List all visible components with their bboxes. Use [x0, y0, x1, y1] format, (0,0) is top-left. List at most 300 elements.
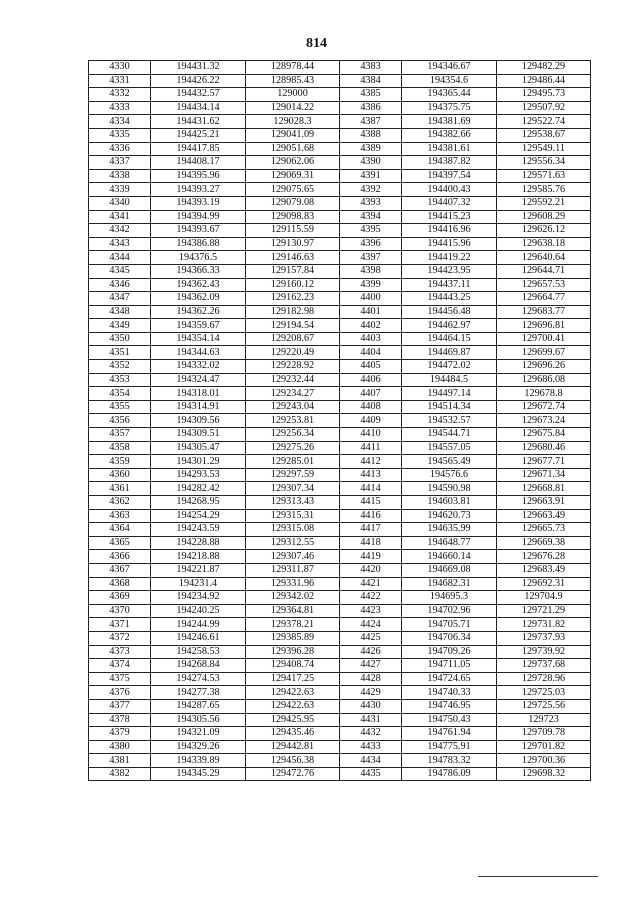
y-coord-right-cell: 129683.49: [497, 563, 591, 577]
x-coord-left-cell: 194244.99: [151, 618, 246, 632]
table-row: [89, 319, 591, 333]
y-coord-right-cell: 129739.92: [497, 645, 591, 659]
x-coord-right-cell: 194603.81: [402, 496, 497, 510]
table-row: [89, 482, 591, 496]
y-coord-right-cell: 129663.91: [497, 496, 591, 510]
table-row: [89, 278, 591, 292]
y-coord-left-cell: 129253.81: [246, 414, 340, 428]
y-coord-left-cell: 129422.63: [246, 686, 340, 700]
point-id-left-cell: 4363: [89, 509, 151, 523]
point-id-right-cell: 4425: [340, 631, 402, 645]
point-id-left-cell: 4378: [89, 713, 151, 727]
y-coord-left-cell: 129162.23: [246, 292, 340, 306]
table-row: [89, 455, 591, 469]
y-coord-right-cell: 129677.71: [497, 455, 591, 469]
x-coord-left-cell: 194329.26: [151, 740, 246, 754]
point-id-right-cell: 4420: [340, 563, 402, 577]
y-coord-left-cell: 129385.89: [246, 631, 340, 645]
y-coord-left-cell: 129307.34: [246, 482, 340, 496]
x-coord-right-cell: 194497.14: [402, 387, 497, 401]
x-coord-right-cell: 194514.34: [402, 400, 497, 414]
table-row: [89, 645, 591, 659]
point-id-left-cell: 4342: [89, 224, 151, 238]
x-coord-left-cell: 194408.17: [151, 156, 246, 170]
y-coord-left-cell: 129157.84: [246, 264, 340, 278]
table-row: [89, 509, 591, 523]
point-id-right-cell: 4430: [340, 699, 402, 713]
x-coord-right-cell: 194456.48: [402, 305, 497, 319]
table-row: [89, 224, 591, 238]
y-coord-right-cell: 129592.21: [497, 196, 591, 210]
x-coord-left-cell: 194362.43: [151, 278, 246, 292]
point-id-left-cell: 4351: [89, 346, 151, 360]
y-coord-left-cell: 129220.49: [246, 346, 340, 360]
x-coord-right-cell: 194397.54: [402, 169, 497, 183]
x-coord-right-cell: 194557.05: [402, 441, 497, 455]
y-coord-left-cell: 129243.04: [246, 400, 340, 414]
point-id-right-cell: 4429: [340, 686, 402, 700]
y-coord-left-cell: 129364.81: [246, 604, 340, 618]
point-id-right-cell: 4404: [340, 346, 402, 360]
point-id-right-cell: 4403: [340, 332, 402, 346]
y-coord-right-cell: 129671.34: [497, 468, 591, 482]
point-id-left-cell: 4365: [89, 536, 151, 550]
table-row: [89, 373, 591, 387]
point-id-right-cell: 4405: [340, 360, 402, 374]
y-coord-left-cell: 129378.21: [246, 618, 340, 632]
point-id-right-cell: 4410: [340, 428, 402, 442]
point-id-left-cell: 4355: [89, 400, 151, 414]
y-coord-right-cell: 129700.36: [497, 754, 591, 768]
table-row: [89, 618, 591, 632]
x-coord-right-cell: 194484.5: [402, 373, 497, 387]
y-coord-right-cell: 129728.96: [497, 672, 591, 686]
x-coord-left-cell: 194332.02: [151, 360, 246, 374]
x-coord-left-cell: 194218.88: [151, 550, 246, 564]
point-id-right-cell: 4416: [340, 509, 402, 523]
table-row: [89, 169, 591, 183]
point-id-left-cell: 4354: [89, 387, 151, 401]
point-id-right-cell: 4428: [340, 672, 402, 686]
y-coord-left-cell: 129000: [246, 88, 340, 102]
table-row: [89, 577, 591, 591]
table-row: [89, 237, 591, 251]
x-coord-right-cell: 194544.71: [402, 428, 497, 442]
y-coord-right-cell: 129657.53: [497, 278, 591, 292]
x-coord-right-cell: 194682.31: [402, 577, 497, 591]
point-id-left-cell: 4376: [89, 686, 151, 700]
table-row: [89, 264, 591, 278]
point-id-right-cell: 4417: [340, 523, 402, 537]
point-id-right-cell: 4435: [340, 767, 402, 781]
x-coord-right-cell: 194415.96: [402, 237, 497, 251]
table-row: [89, 360, 591, 374]
y-coord-right-cell: 129640.64: [497, 251, 591, 265]
x-coord-left-cell: 194366.33: [151, 264, 246, 278]
y-coord-left-cell: 129331.96: [246, 577, 340, 591]
table-row: [89, 61, 591, 75]
x-coord-left-cell: 194321.09: [151, 727, 246, 741]
page-number: 814: [306, 36, 327, 51]
x-coord-right-cell: 194775.91: [402, 740, 497, 754]
point-id-right-cell: 4433: [340, 740, 402, 754]
point-id-left-cell: 4338: [89, 169, 151, 183]
y-coord-right-cell: 129698.32: [497, 767, 591, 781]
table-row: [89, 754, 591, 768]
point-id-right-cell: 4409: [340, 414, 402, 428]
point-id-left-cell: 4373: [89, 645, 151, 659]
y-coord-right-cell: 129664.77: [497, 292, 591, 306]
y-coord-left-cell: 129311.87: [246, 563, 340, 577]
point-id-right-cell: 4394: [340, 210, 402, 224]
x-coord-left-cell: 194394.99: [151, 210, 246, 224]
footer-rule: [478, 876, 598, 877]
y-coord-left-cell: 129234.27: [246, 387, 340, 401]
y-coord-right-cell: 129709.78: [497, 727, 591, 741]
table-row: [89, 523, 591, 537]
y-coord-right-cell: 129663.49: [497, 509, 591, 523]
x-coord-right-cell: 194346.67: [402, 61, 497, 75]
x-coord-right-cell: 194464.15: [402, 332, 497, 346]
table-row: [89, 101, 591, 115]
table-row: [89, 292, 591, 306]
point-id-left-cell: 4332: [89, 88, 151, 102]
table-row: [89, 142, 591, 156]
y-coord-right-cell: 129683.77: [497, 305, 591, 319]
x-coord-right-cell: 194761.94: [402, 727, 497, 741]
y-coord-left-cell: 129396.28: [246, 645, 340, 659]
point-id-right-cell: 4421: [340, 577, 402, 591]
y-coord-left-cell: 129275.26: [246, 441, 340, 455]
table-row: [89, 183, 591, 197]
x-coord-right-cell: 194365.44: [402, 88, 497, 102]
table-row: [89, 387, 591, 401]
table-row: [89, 305, 591, 319]
x-coord-right-cell: 194660.14: [402, 550, 497, 564]
x-coord-left-cell: 194228.88: [151, 536, 246, 550]
point-id-right-cell: 4419: [340, 550, 402, 564]
y-coord-left-cell: 129297.59: [246, 468, 340, 482]
x-coord-left-cell: 194301.29: [151, 455, 246, 469]
y-coord-right-cell: 129668.81: [497, 482, 591, 496]
x-coord-right-cell: 194387.82: [402, 156, 497, 170]
point-id-left-cell: 4330: [89, 61, 151, 75]
table-row: [89, 332, 591, 346]
point-id-left-cell: 4370: [89, 604, 151, 618]
table-row: [89, 441, 591, 455]
y-coord-left-cell: 129228.92: [246, 360, 340, 374]
x-coord-right-cell: 194706.34: [402, 631, 497, 645]
x-coord-left-cell: 194234.92: [151, 591, 246, 605]
table-row: [89, 196, 591, 210]
point-id-right-cell: 4427: [340, 659, 402, 673]
point-id-left-cell: 4356: [89, 414, 151, 428]
x-coord-left-cell: 194282.42: [151, 482, 246, 496]
table-row: [89, 659, 591, 673]
point-id-left-cell: 4358: [89, 441, 151, 455]
point-id-right-cell: 4408: [340, 400, 402, 414]
y-coord-left-cell: 129435.46: [246, 727, 340, 741]
table-row: [89, 699, 591, 713]
x-coord-right-cell: 194354.6: [402, 74, 497, 88]
point-id-left-cell: 4336: [89, 142, 151, 156]
x-coord-left-cell: 194287.65: [151, 699, 246, 713]
y-coord-right-cell: 129678.8: [497, 387, 591, 401]
x-coord-right-cell: 194472.02: [402, 360, 497, 374]
table-row: [89, 727, 591, 741]
y-coord-left-cell: 129014.22: [246, 101, 340, 115]
x-coord-right-cell: 194702.96: [402, 604, 497, 618]
point-id-left-cell: 4335: [89, 128, 151, 142]
x-coord-left-cell: 194376.5: [151, 251, 246, 265]
y-coord-left-cell: 129115.59: [246, 224, 340, 238]
table-row: [89, 428, 591, 442]
point-id-right-cell: 4385: [340, 88, 402, 102]
x-coord-left-cell: 194354.14: [151, 332, 246, 346]
y-coord-left-cell: 129041.09: [246, 128, 340, 142]
x-coord-right-cell: 194437.11: [402, 278, 497, 292]
y-coord-right-cell: 129638.18: [497, 237, 591, 251]
x-coord-left-cell: 194344.63: [151, 346, 246, 360]
y-coord-right-cell: 129737.68: [497, 659, 591, 673]
y-coord-right-cell: 129486.44: [497, 74, 591, 88]
x-coord-right-cell: 194419.22: [402, 251, 497, 265]
x-coord-right-cell: 194695.3: [402, 591, 497, 605]
y-coord-right-cell: 129721.29: [497, 604, 591, 618]
x-coord-left-cell: 194221.87: [151, 563, 246, 577]
x-coord-left-cell: 194318.01: [151, 387, 246, 401]
y-coord-right-cell: 129672.74: [497, 400, 591, 414]
point-id-right-cell: 4432: [340, 727, 402, 741]
point-id-left-cell: 4347: [89, 292, 151, 306]
point-id-left-cell: 4362: [89, 496, 151, 510]
x-coord-left-cell: 194309.51: [151, 428, 246, 442]
y-coord-right-cell: 129626.12: [497, 224, 591, 238]
point-id-left-cell: 4352: [89, 360, 151, 374]
y-coord-right-cell: 129585.76: [497, 183, 591, 197]
point-id-right-cell: 4395: [340, 224, 402, 238]
point-id-right-cell: 4406: [340, 373, 402, 387]
x-coord-right-cell: 194783.32: [402, 754, 497, 768]
y-coord-left-cell: 129342.02: [246, 591, 340, 605]
point-id-right-cell: 4411: [340, 441, 402, 455]
x-coord-left-cell: 194345.29: [151, 767, 246, 781]
x-coord-left-cell: 194359.67: [151, 319, 246, 333]
table-row: [89, 767, 591, 781]
coordinate-table: [88, 60, 591, 781]
point-id-right-cell: 4399: [340, 278, 402, 292]
point-id-left-cell: 4374: [89, 659, 151, 673]
x-coord-left-cell: 194393.67: [151, 224, 246, 238]
x-coord-right-cell: 194381.69: [402, 115, 497, 129]
x-coord-right-cell: 194590.98: [402, 482, 497, 496]
table-row: [89, 128, 591, 142]
x-coord-left-cell: 194240.25: [151, 604, 246, 618]
x-coord-left-cell: 194231.4: [151, 577, 246, 591]
x-coord-right-cell: 194423.95: [402, 264, 497, 278]
y-coord-left-cell: 129098.83: [246, 210, 340, 224]
y-coord-right-cell: 129495.73: [497, 88, 591, 102]
y-coord-left-cell: 129146.63: [246, 251, 340, 265]
y-coord-left-cell: 129422.63: [246, 699, 340, 713]
y-coord-left-cell: 129079.08: [246, 196, 340, 210]
y-coord-left-cell: 128985.43: [246, 74, 340, 88]
point-id-left-cell: 4372: [89, 631, 151, 645]
x-coord-left-cell: 194254.29: [151, 509, 246, 523]
x-coord-right-cell: 194375.75: [402, 101, 497, 115]
point-id-left-cell: 4345: [89, 264, 151, 278]
x-coord-left-cell: 194434.14: [151, 101, 246, 115]
point-id-left-cell: 4369: [89, 591, 151, 605]
point-id-left-cell: 4361: [89, 482, 151, 496]
table-row: [89, 156, 591, 170]
x-coord-left-cell: 194293.53: [151, 468, 246, 482]
y-coord-right-cell: 129686.08: [497, 373, 591, 387]
y-coord-left-cell: 129315.08: [246, 523, 340, 537]
y-coord-right-cell: 129725.56: [497, 699, 591, 713]
y-coord-right-cell: 129696.26: [497, 360, 591, 374]
table-row: [89, 672, 591, 686]
point-id-right-cell: 4422: [340, 591, 402, 605]
table-row: [89, 251, 591, 265]
y-coord-right-cell: 129675.84: [497, 428, 591, 442]
point-id-right-cell: 4384: [340, 74, 402, 88]
y-coord-left-cell: 129417.25: [246, 672, 340, 686]
x-coord-right-cell: 194576.6: [402, 468, 497, 482]
x-coord-left-cell: 194426.22: [151, 74, 246, 88]
table-row: [89, 631, 591, 645]
y-coord-right-cell: 129676.28: [497, 550, 591, 564]
x-coord-left-cell: 194362.09: [151, 292, 246, 306]
y-coord-left-cell: 129075.65: [246, 183, 340, 197]
point-id-right-cell: 4418: [340, 536, 402, 550]
x-coord-left-cell: 194386.88: [151, 237, 246, 251]
x-coord-left-cell: 194258.53: [151, 645, 246, 659]
y-coord-right-cell: 129699.67: [497, 346, 591, 360]
point-id-left-cell: 4380: [89, 740, 151, 754]
table-row: [89, 414, 591, 428]
point-id-right-cell: 4383: [340, 61, 402, 75]
table-row: [89, 88, 591, 102]
point-id-left-cell: 4344: [89, 251, 151, 265]
x-coord-right-cell: 194635.99: [402, 523, 497, 537]
x-coord-left-cell: 194432.57: [151, 88, 246, 102]
point-id-right-cell: 4398: [340, 264, 402, 278]
point-id-right-cell: 4400: [340, 292, 402, 306]
table-row: [89, 604, 591, 618]
y-coord-right-cell: 129731.82: [497, 618, 591, 632]
x-coord-right-cell: 194400.43: [402, 183, 497, 197]
y-coord-left-cell: 129285.01: [246, 455, 340, 469]
point-id-left-cell: 4346: [89, 278, 151, 292]
y-coord-right-cell: 129549.11: [497, 142, 591, 156]
y-coord-right-cell: 129692.31: [497, 577, 591, 591]
y-coord-left-cell: 129160.12: [246, 278, 340, 292]
x-coord-left-cell: 194431.32: [151, 61, 246, 75]
x-coord-right-cell: 194532.57: [402, 414, 497, 428]
table-row: [89, 591, 591, 605]
point-id-left-cell: 4334: [89, 115, 151, 129]
point-id-right-cell: 4389: [340, 142, 402, 156]
point-id-left-cell: 4382: [89, 767, 151, 781]
point-id-left-cell: 4348: [89, 305, 151, 319]
point-id-left-cell: 4368: [89, 577, 151, 591]
point-id-right-cell: 4434: [340, 754, 402, 768]
y-coord-left-cell: 129182.98: [246, 305, 340, 319]
x-coord-right-cell: 194416.96: [402, 224, 497, 238]
y-coord-left-cell: 128978.44: [246, 61, 340, 75]
y-coord-right-cell: 129571.63: [497, 169, 591, 183]
point-id-left-cell: 4337: [89, 156, 151, 170]
x-coord-left-cell: 194268.95: [151, 496, 246, 510]
x-coord-right-cell: 194620.73: [402, 509, 497, 523]
y-coord-left-cell: 129051.68: [246, 142, 340, 156]
point-id-left-cell: 4371: [89, 618, 151, 632]
point-id-left-cell: 4350: [89, 332, 151, 346]
x-coord-right-cell: 194669.08: [402, 563, 497, 577]
point-id-right-cell: 4391: [340, 169, 402, 183]
point-id-right-cell: 4414: [340, 482, 402, 496]
x-coord-left-cell: 194324.47: [151, 373, 246, 387]
x-coord-right-cell: 194705.71: [402, 618, 497, 632]
table-row: [89, 686, 591, 700]
point-id-right-cell: 4415: [340, 496, 402, 510]
y-coord-left-cell: 129442.81: [246, 740, 340, 754]
point-id-right-cell: 4386: [340, 101, 402, 115]
x-coord-right-cell: 194565.49: [402, 455, 497, 469]
y-coord-right-cell: 129696.81: [497, 319, 591, 333]
y-coord-right-cell: 129556.34: [497, 156, 591, 170]
y-coord-right-cell: 129673.24: [497, 414, 591, 428]
point-id-left-cell: 4359: [89, 455, 151, 469]
y-coord-right-cell: 129482.29: [497, 61, 591, 75]
y-coord-left-cell: 129069.31: [246, 169, 340, 183]
x-coord-left-cell: 194268.84: [151, 659, 246, 673]
point-id-right-cell: 4412: [340, 455, 402, 469]
x-coord-left-cell: 194395.96: [151, 169, 246, 183]
y-coord-right-cell: 129680.46: [497, 441, 591, 455]
x-coord-left-cell: 194274.53: [151, 672, 246, 686]
point-id-right-cell: 4390: [340, 156, 402, 170]
table-row: [89, 210, 591, 224]
y-coord-left-cell: 129472.76: [246, 767, 340, 781]
x-coord-right-cell: 194786.09: [402, 767, 497, 781]
point-id-left-cell: 4343: [89, 237, 151, 251]
x-coord-left-cell: 194305.56: [151, 713, 246, 727]
point-id-left-cell: 4340: [89, 196, 151, 210]
point-id-right-cell: 4393: [340, 196, 402, 210]
table-row: [89, 536, 591, 550]
point-id-left-cell: 4353: [89, 373, 151, 387]
x-coord-right-cell: 194709.26: [402, 645, 497, 659]
table-row: [89, 740, 591, 754]
y-coord-left-cell: 129256.34: [246, 428, 340, 442]
table-row: [89, 468, 591, 482]
y-coord-left-cell: 129194.54: [246, 319, 340, 333]
point-id-right-cell: 4397: [340, 251, 402, 265]
y-coord-right-cell: 129669.38: [497, 536, 591, 550]
point-id-right-cell: 4396: [340, 237, 402, 251]
x-coord-right-cell: 194407.32: [402, 196, 497, 210]
x-coord-right-cell: 194724.65: [402, 672, 497, 686]
point-id-right-cell: 4424: [340, 618, 402, 632]
point-id-right-cell: 4387: [340, 115, 402, 129]
y-coord-left-cell: 129312.55: [246, 536, 340, 550]
y-coord-left-cell: 129307.46: [246, 550, 340, 564]
point-id-right-cell: 4413: [340, 468, 402, 482]
x-coord-right-cell: 194415.23: [402, 210, 497, 224]
x-coord-left-cell: 194277.38: [151, 686, 246, 700]
